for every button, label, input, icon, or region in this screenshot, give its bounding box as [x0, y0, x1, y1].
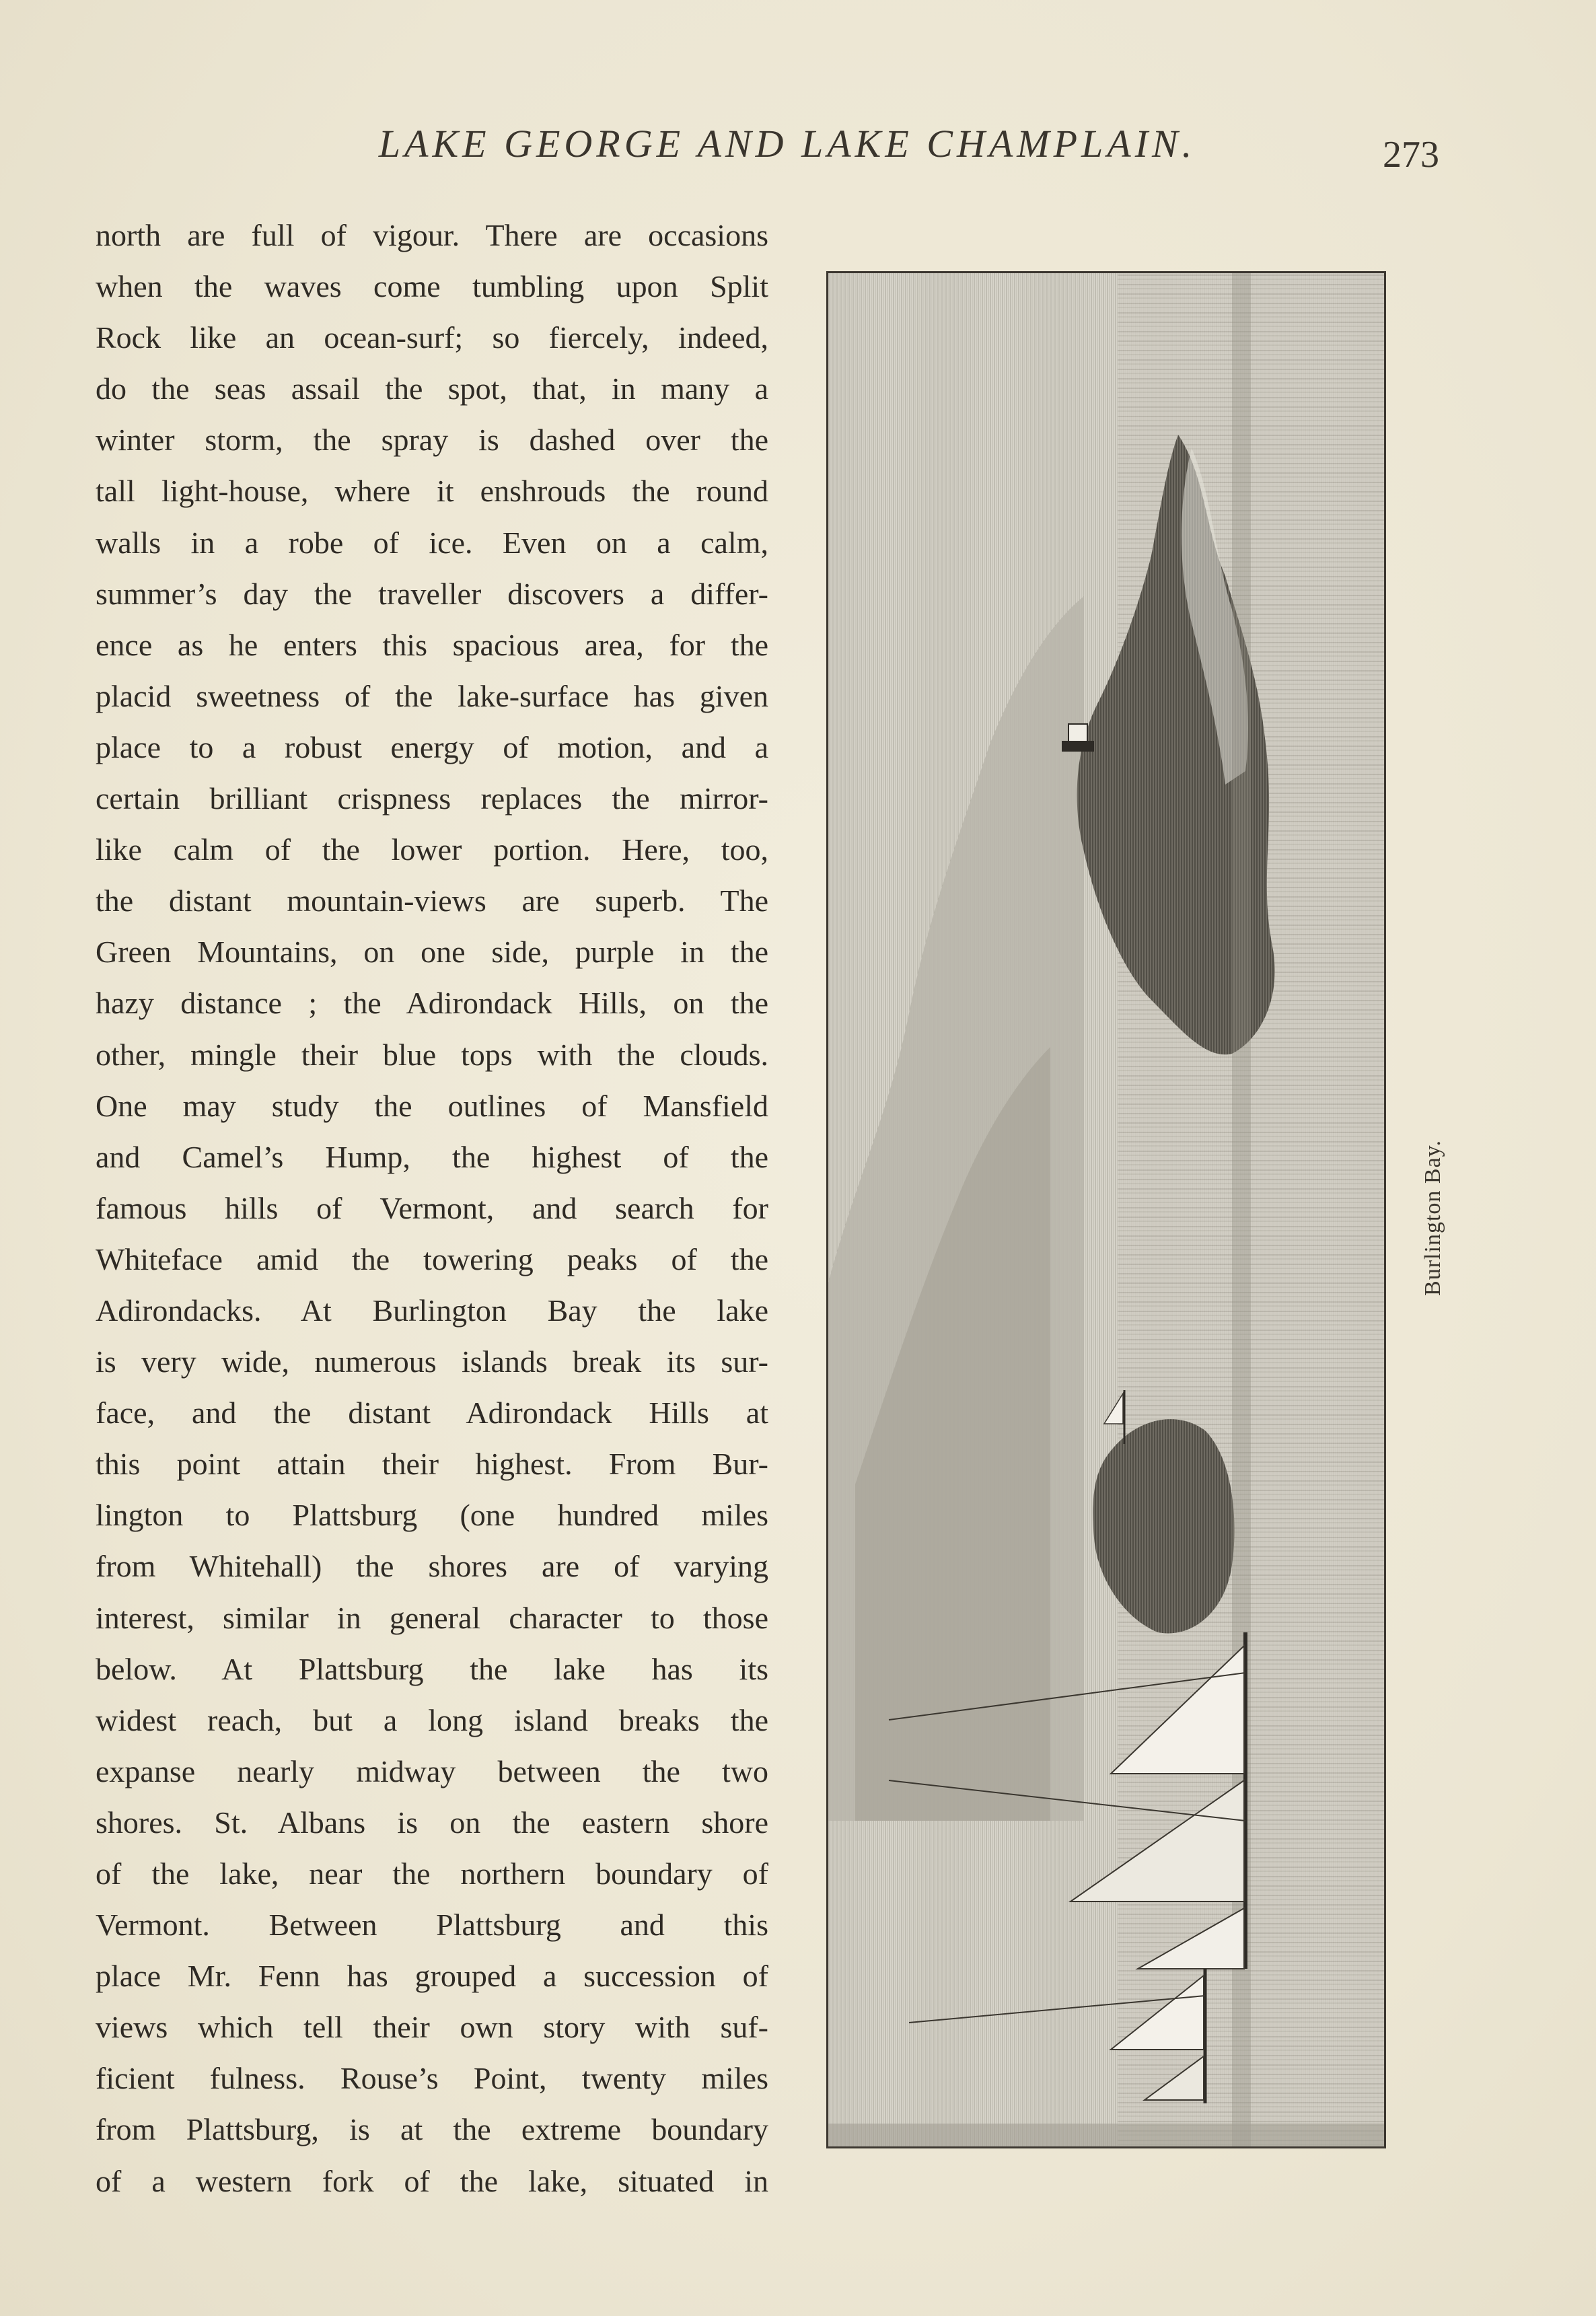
- text-line: summer’s day the traveller discovers a differ-: [96, 576, 768, 611]
- text-line: hazy distance ; the Adirondack Hills, on the: [96, 986, 768, 1021]
- text-line: Whiteface amid the towering peaks of the: [96, 1241, 768, 1276]
- text-line: winter storm, the spray is dashed over the: [96, 423, 768, 458]
- text-line: from Whitehall) the shores are of varying: [96, 1549, 768, 1584]
- engraving-drawing: [828, 273, 1384, 2146]
- text-line: shores. St. Albans is on the eastern shore: [96, 1805, 768, 1840]
- text-line: this point attain their highest. From Bur-: [96, 1447, 768, 1482]
- text-line: One may study the outlines of Mansfield: [96, 1088, 768, 1123]
- text-line: when the waves come tumbling upon Split: [96, 269, 768, 304]
- text-line: other, mingle their blue tops with the clouds.: [96, 1037, 768, 1072]
- text-line: ence as he enters this spacious area, for the: [96, 627, 768, 662]
- body-text-column: [96, 210, 768, 2207]
- lighthouse-lantern: [1068, 724, 1087, 741]
- text-line: tall light-house, where it enshrouds the round: [96, 474, 768, 509]
- text-line: views which tell their own story with suf-: [96, 2010, 768, 2045]
- text-line: the distant mountain-views are superb. The: [96, 883, 768, 918]
- text-line: placid sweetness of the lake-surface has given: [96, 678, 768, 713]
- text-line: walls in a robe of ice. Even on a calm,: [96, 525, 768, 560]
- text-line: north are full of vigour. There are occasions: [96, 218, 768, 252]
- text-line: widest reach, but a long island breaks the: [96, 1702, 768, 1737]
- text-line: place Mr. Fenn has grouped a succession of: [96, 1959, 768, 1994]
- text-line: Green Mountains, on one side, purple in the: [96, 935, 768, 970]
- text-line: place to a robust energy of motion, and a: [96, 729, 768, 764]
- text-line: of a western fork of the lake, situated in: [96, 2163, 768, 2198]
- text-line: expanse nearly midway between the two: [96, 1753, 768, 1788]
- text-line: face, and the distant Adirondack Hills at: [96, 1396, 768, 1431]
- text-line: famous hills of Vermont, and search for: [96, 1190, 768, 1225]
- page-number: 273: [1383, 134, 1439, 176]
- text-line: from Plattsburg, is at the extreme boundary: [96, 2112, 768, 2147]
- text-line: Rock like an ocean-surf; so fiercely, indeed,: [96, 320, 768, 355]
- text-line: do the seas assail the spot, that, in many a: [96, 371, 768, 406]
- text-line: and Camel’s Hump, the highest of the: [96, 1139, 768, 1174]
- text-line: certain brilliant crispness replaces the mirror-: [96, 781, 768, 816]
- burlington-bay-engraving: [826, 271, 1386, 2148]
- caption-text: Burlington Bay.: [1420, 1140, 1445, 1296]
- lighthouse-icon: [1062, 741, 1094, 752]
- text-line: of the lake, near the northern boundary of: [96, 1856, 768, 1891]
- text-line: interest, similar in general character to those: [96, 1600, 768, 1635]
- running-title: LAKE GEORGE AND LAKE CHAMPLAIN.: [378, 122, 1196, 166]
- text-line: Adirondacks. At Burlington Bay the lake: [96, 1293, 768, 1328]
- text-line: lington to Plattsburg (one hundred miles: [96, 1498, 768, 1533]
- text-line: like calm of the lower portion. Here, too,: [96, 832, 768, 867]
- text-line: below. At Plattsburg the lake has its: [96, 1651, 768, 1686]
- text-line: Vermont. Between Plattsburg and this: [96, 1908, 768, 1943]
- illustration-caption: [1420, 1130, 1447, 1305]
- engraving-base: [828, 2124, 1384, 2146]
- text-line: is very wide, numerous islands break its sur-: [96, 1344, 768, 1379]
- text-line: ficient fulness. Rouse’s Point, twenty miles: [96, 2061, 768, 2096]
